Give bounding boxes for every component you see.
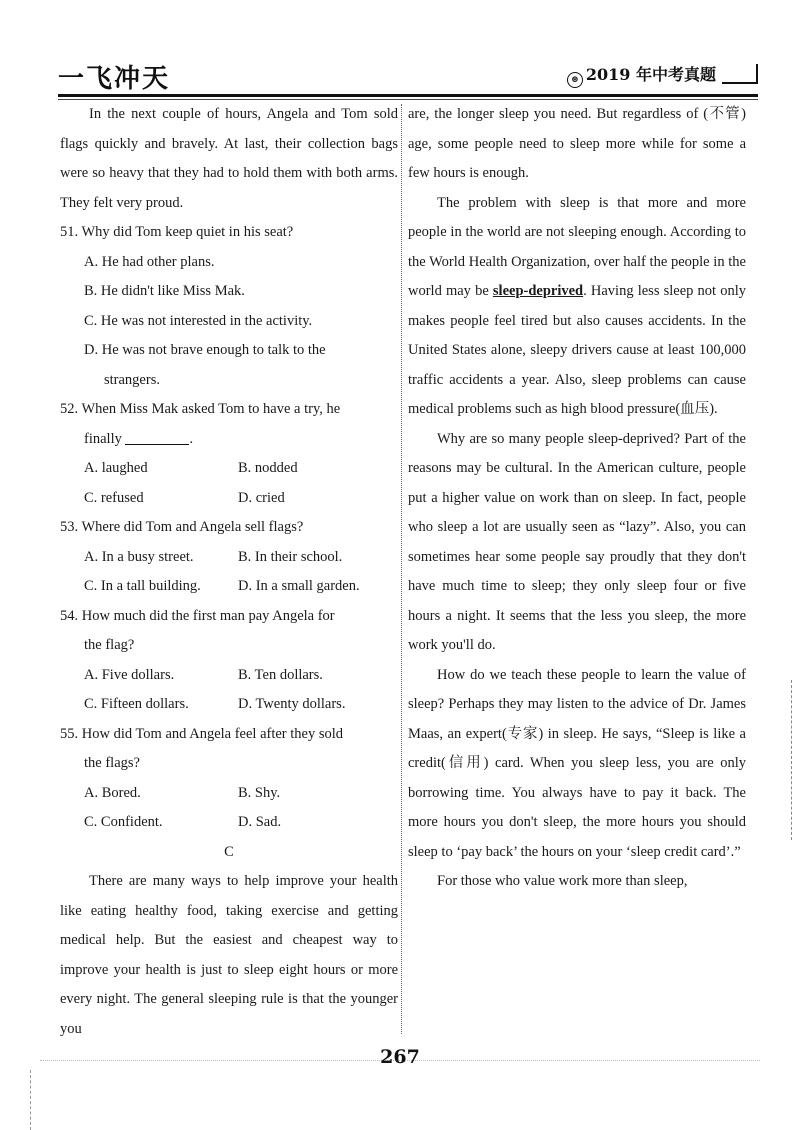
q52-option-d: D. cried xyxy=(238,489,285,506)
q51-option-c: C. He was not interested in the activity. xyxy=(84,312,313,329)
q54-option-d: D. Twenty dollars. xyxy=(238,696,346,712)
q54-option-c: C. Fifteen dollars. xyxy=(84,696,189,712)
q55-option-d: D. Sad. xyxy=(238,814,282,830)
q53-option-a: A. In a busy street. xyxy=(84,548,194,565)
q54-options-row2 xyxy=(60,690,398,720)
passage-c-p4: How do we teach these people to learn the value of sleep? Perhaps they may listen to the advice of Dr. James Maas, an expert(专家) in sleep. He says, “Sleep is like a credit(信用) card. When you sleep less, you are only borrowing time. You always have to pay it back. The more hours you don't sleep, the more hours you should sleep to ‘pay back’ the hours on your ‘sleep credit card’.” xyxy=(408,666,746,860)
q54-option-a: A. Five dollars. xyxy=(84,666,175,683)
keyword-sleep-deprived: sleep-deprived xyxy=(492,283,584,299)
passage-c-p2 xyxy=(408,189,746,425)
q55-options-row1 xyxy=(60,779,398,809)
q55-options-row2 xyxy=(60,808,398,838)
q53-options-row1 xyxy=(60,543,398,573)
q51-option-d-cont: strangers. xyxy=(104,371,160,388)
q53-options-row2 xyxy=(60,572,398,602)
q53-option-b: B. In their school. xyxy=(238,548,343,565)
right-column xyxy=(408,100,746,897)
q55-option-a: A. Bored. xyxy=(84,784,141,801)
q52-option-a: A. laughed xyxy=(84,460,148,476)
passage-c-p5: For those who value work more than sleep, xyxy=(437,873,688,889)
q51-option-a: A. He had other plans. xyxy=(84,253,215,270)
q54-options-row1 xyxy=(60,661,398,691)
question-53: 53. Where did Tom and Angela sell flags? xyxy=(60,519,304,535)
question-55: 55. How did Tom and Angela feel after they sold xyxy=(60,725,344,742)
question-52-cont: finally . xyxy=(60,425,398,455)
p2-end: . Having less sleep not only makes people feel tired but also causes accidents. In the United States alone, sleepy drivers cause at least 100,000 traffic accidents a year. Also, sleep problems can cause medical problems such as high blood pressure(血压). xyxy=(408,283,746,417)
answer-blank xyxy=(125,428,189,445)
header-rule-thick xyxy=(58,94,758,97)
seal-icon: ⊛ xyxy=(567,72,583,88)
q51-option-b: B. He didn't like Miss Mak. xyxy=(84,283,245,299)
margin-marks xyxy=(791,680,794,840)
q52-options-row1 xyxy=(60,454,398,484)
q51-option-d: D. He was not brave enough to talk to the xyxy=(84,342,326,358)
question-52: 52. When Miss Mak asked Tom to have a try, he xyxy=(60,401,341,417)
column-divider xyxy=(401,104,402,1034)
q52-option-c: C. refused xyxy=(84,489,144,506)
q52-option-b: B. nodded xyxy=(238,460,298,476)
q55-option-b: B. Shy. xyxy=(238,784,281,801)
year-tag-label: 2019 年中考真题 xyxy=(585,65,716,84)
q54-option-b: B. Ten dollars. xyxy=(238,666,323,683)
q55-option-c: C. Confident. xyxy=(84,814,163,830)
question-54-cont: the flag? xyxy=(84,637,135,653)
brand-logo: 一飞冲天 xyxy=(58,64,171,94)
passage-b-ending: In the next couple of hours, Angela and Tom sold flags quickly and bravely. At last, their collection bags were so heavy that they had to hold them with both arms. They felt very proud. xyxy=(60,106,398,211)
corner-mark xyxy=(722,64,758,84)
page-number: 267 xyxy=(380,1046,420,1068)
passage-c-intro: There are many ways to help improve your health like eating healthy food, taking exercise and getting medical help. But the easiest and cheapest way to improve your health is just to sleep eight hours or more every night. The general sleeping rule is that the younger you xyxy=(60,873,398,1037)
question-51: 51. Why did Tom keep quiet in his seat? xyxy=(60,224,294,240)
question-54: 54. How much did the first man pay Angela for xyxy=(60,607,335,624)
left-column xyxy=(60,100,398,1044)
question-55-cont: the flags? xyxy=(84,755,140,771)
passage-c-p1: are, the longer sleep you need. But regardless of (不管) age, some people need to sleep more while for some a few hours is enough. xyxy=(408,106,746,181)
p2-start: The problem with sleep is that more and more people in the world are not sleeping enough. According to the World Health Organization, over half the people in the world may be xyxy=(408,194,746,299)
year-tag xyxy=(567,62,758,88)
q53-option-c: C. In a tall building. xyxy=(84,578,201,594)
passage-c-p3: Why are so many people sleep-deprived? Part of the reasons may be cultural. In the American culture, people put a higher value on work than on sleep. In fact, people who sleep a lot are usually seen as “lazy”. Also, you can sometimes hear some people say proudly that they don't have much time to sleep; they only sleep four or five hours a night. It seems that the less you sleep, the more work you'll do. xyxy=(408,430,746,653)
binding-marks xyxy=(30,1070,32,1130)
q52-finally: finally xyxy=(84,430,122,447)
page-header xyxy=(58,58,758,94)
q53-option-d: D. In a small garden. xyxy=(238,578,360,594)
q52-options-row2 xyxy=(60,484,398,514)
section-heading-c: C xyxy=(224,843,234,860)
